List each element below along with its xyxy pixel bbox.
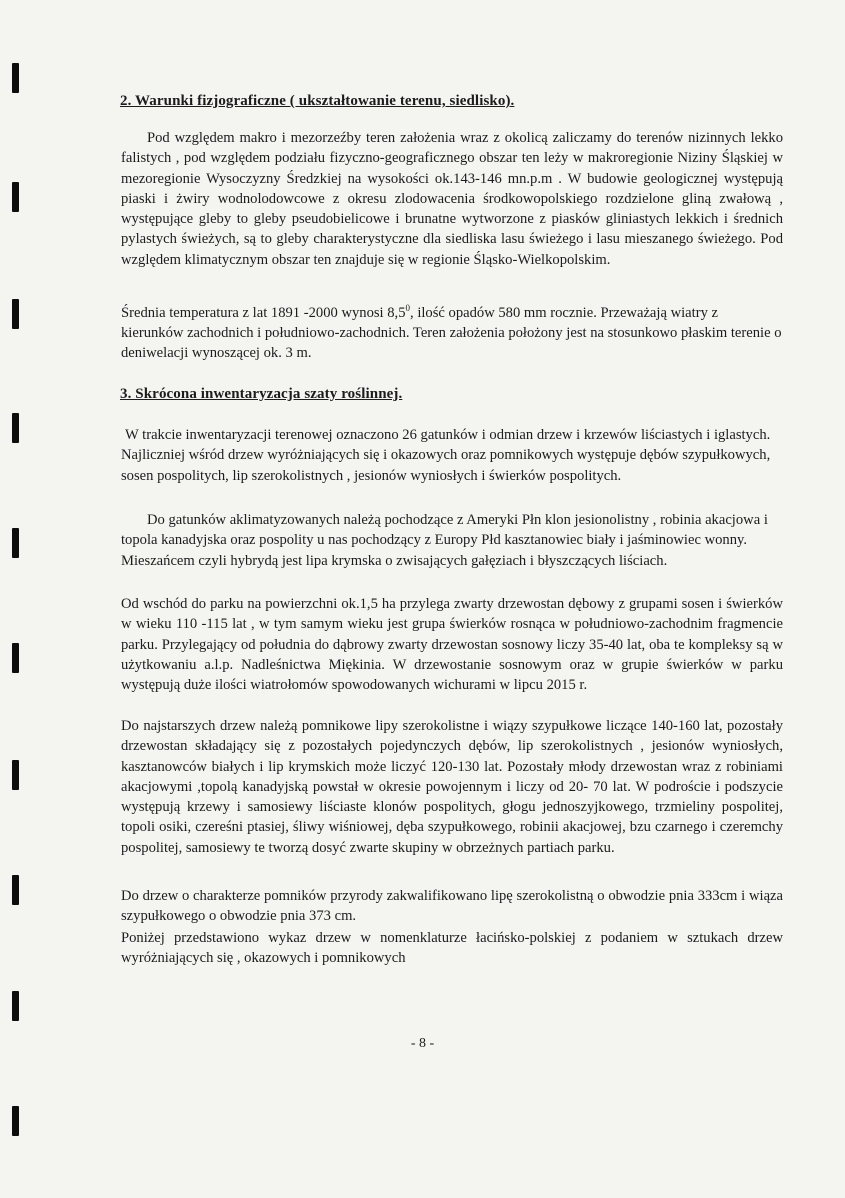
section-3-paragraph-2: Do gatunków aklimatyzowanych należą pochodzące z Ameryki Płn klon jesionolistny , robinia akacjowa i topola kanadyjska oraz pospolity u nas pochodzący z Europy Płd kasztanowiec biały i jaśminowiec wonny. Mieszańcem czyli hybrydą jest lipa krymska o zwisających gałęziach i błyszczących liściach. <box>121 512 768 569</box>
binder-hole-mark <box>12 991 19 1021</box>
page-number: - 8 - <box>410 1036 435 1051</box>
binder-hole-mark <box>12 875 19 905</box>
binder-hole-mark <box>12 528 19 558</box>
degree-superscript: 0 <box>405 303 411 313</box>
section-3-heading: 3. Skrócona inwentaryzacja szaty roślinnej. <box>120 386 403 402</box>
section-3-paragraph-5: Do drzew o charakterze pomników przyrody zakwalifikowano lipę szerokolistną o obwodzie pnia 333cm i wiąza szypułkowego o obwodzie pnia 373 cm. <box>121 888 783 925</box>
binder-hole-mark <box>12 299 19 329</box>
section-3-paragraph-1: W trakcie inwentaryzacji terenowej oznaczono 26 gatunków i odmian drzew i krzewów liściastych i iglastych. Najliczniej wśród drzew wyróżniających się i okazowych oraz pomnikowych występuje dębów szypułkowych, sosen pospolitych, lip szerokolistnych , jesionów wyniosłych i świerków pospolitych. <box>121 427 771 484</box>
binder-hole-mark <box>12 1106 19 1136</box>
binder-hole-mark <box>12 182 19 212</box>
section-3-paragraph-4: Do najstarszych drzew należą pomnikowe lipy szerokolistne i wiązy szypułkowe liczące 140-160 lat, pozostały drzewostan składający się z pozostałych pojedynczych dębów, lip szerokolistnych , jesionów wyniosłych, kasztanowców białych i lip krymskich może liczyć 120-130 lat. Pozostały młody drzewostan wraz z robiniami akacjowymi ,topolą kanadyjską powstał w okresie powojennym i liczy od 20- 70 lat. W podroście i podszycie występują krzewy i samosiewy liściaste klonów pospolitych, głogu jednoszyjkowego, trzmieliny pospolitej, topoli osiki, czereśni ptasiej, śliwy wiśniowej, dęba szypułkowego, robinii akacjowej, bzu czarnego i czeremchy pospolitej, samosiewy te tworzą dosyć zwarte skupiny w obrzeżnych partiach parku. <box>121 718 783 856</box>
climate-text-start: Średnia temperatura z lat 1891 -2000 wynosi 8,5 <box>121 304 406 321</box>
binder-hole-mark <box>12 63 19 93</box>
section-2-paragraph-1: Pod względem makro i mezorzeźby teren założenia wraz z okolicą zaliczamy do terenów nizinnych lekko falistych , pod względem podziału fizyczno-geograficznego obszar ten leży w makroregionie Niziny Śląskiej w mezoregionie Wysoczyzny Średzkiej na wysokości ok.143-146 mn.p.m . W budowie geologicznej występują piaski i żwiry wodnolodowcowe z okresu zlodowacenia środkowopolskiego rozdzielone gliną zwałową , występujące gleby to gleby pseudobielicowe i brunatne wytworzone z piasków gliniastych lekkich i średnich pylastych świeżych, są to gleby charakterystyczne dla siedliska lasu świeżego i lasu mieszanego świeżego. Pod względem klimatycznym obszar ten znajduje się w regionie Śląsko-Wielkopolskim. <box>121 130 783 268</box>
section-2-heading: 2. Warunki fizjograficzne ( ukształtowanie terenu, siedlisko). <box>120 93 515 109</box>
section-3-paragraph-6: Poniżej przedstawiono wykaz drzew w nomenklaturze łacińsko-polskiej z podaniem w sztukach drzew wyróżniających się , okazowych i pomnikowych <box>121 930 783 967</box>
binder-hole-mark <box>12 643 19 673</box>
climate-text-end: , ilość opadów 580 mm rocznie. Przeważają wiatry z kierunków zachodnich i południowo-zachodnich. Teren założenia położony jest na stosunkowo płaskim terenie o deniwelacji wynoszącej ok. 3 m. <box>121 304 782 362</box>
section-3-paragraph-3: Od wschód do parku na powierzchni ok.1,5 ha przylega zwarty drzewostan dębowy z grupami sosen i świerków w wieku 110 -115 lat , w tym samym wieku jest grupa świerków rosnąca w południowo-zachodnim fragmencie parku. Przylegający od południa do dąbrowy zwarty drzewostan sosnowy liczy 35-40 lat, oba te kompleksy są w użytkowaniu a.l.p. Nadleśnictwa Miękinia. W drzewostanie sosnowym oraz w grupie świerków w parku występują duże ilości wiatrołomów spowodowanych wichurami w lipcu 2015 r. <box>121 596 783 694</box>
section-2-paragraph-2 <box>121 298 783 364</box>
binder-hole-mark <box>12 760 19 790</box>
binder-hole-mark <box>12 413 19 443</box>
